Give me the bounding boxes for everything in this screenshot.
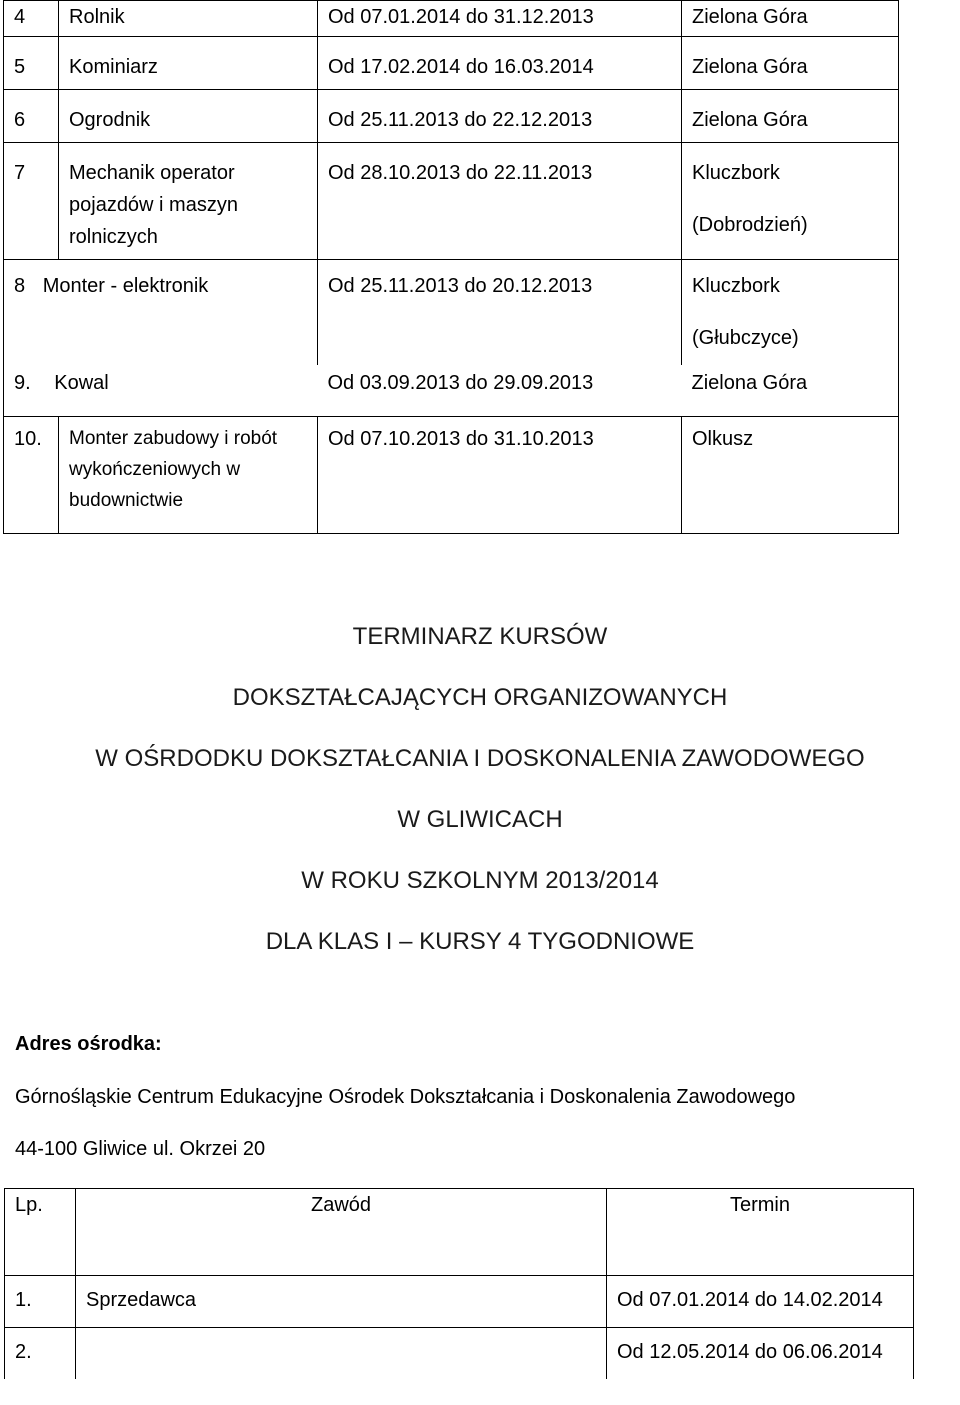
- course-term: Od 25.11.2013 do 22.12.2013: [318, 90, 682, 143]
- course-place: Zielona Góra: [682, 1, 899, 37]
- courses-table: [4, 1188, 914, 1379]
- row-number: 1.: [5, 1276, 76, 1328]
- column-header-termin: Termin: [607, 1189, 914, 1276]
- table-row: [4, 260, 899, 365]
- course-place: Zielona Góra: [682, 90, 899, 143]
- row-number: 6: [4, 90, 59, 143]
- course-place: [682, 143, 899, 260]
- course-name-line: budownictwie: [69, 490, 184, 511]
- column-header-lp: Lp.: [5, 1189, 76, 1276]
- course-term: Od 07.01.2014 do 31.12.2013: [318, 1, 682, 37]
- course-name: Rolnik: [59, 1, 318, 37]
- address-line: Górnośląskie Centrum Edukacyjne Ośrodek Dokształcania i Doskonalenia Zawodowego: [15, 1086, 796, 1108]
- heading-title: TERMINARZ KURSÓW: [352, 623, 608, 650]
- course-name-line: Kowal: [54, 371, 109, 394]
- table-row: [4, 365, 899, 417]
- course-name-line: wykończeniowych w: [69, 459, 241, 480]
- course-place-line: (Dobrodzień): [692, 214, 808, 236]
- course-place: Zielona Góra: [682, 365, 899, 417]
- course-place: Olkusz: [682, 417, 899, 534]
- course-name: [4, 365, 318, 417]
- course-place-line: (Głubczyce): [692, 327, 799, 349]
- course-name: Kominiarz: [59, 37, 318, 90]
- address-label: Adres ośrodka:: [15, 1033, 162, 1055]
- course-name-line: Monter - elektronik: [42, 275, 209, 297]
- table-row: [4, 417, 899, 534]
- course-name: [4, 260, 318, 365]
- row-number: 4: [4, 1, 59, 37]
- table-row: [4, 1, 899, 37]
- table-row: [4, 37, 899, 90]
- row-number: 2.: [5, 1328, 76, 1380]
- course-place-line: Kluczbork: [692, 275, 780, 297]
- table-header-row: [5, 1189, 914, 1276]
- course-term: Od 12.05.2014 do 06.06.2014: [607, 1328, 914, 1380]
- course-name: [76, 1328, 607, 1380]
- row-number: 9.: [14, 371, 31, 394]
- heading-line: DOKSZTAŁCAJĄCYCH ORGANIZOWANYCH: [232, 684, 728, 711]
- course-term: Od 07.01.2014 do 14.02.2014: [607, 1276, 914, 1328]
- document-heading: [0, 606, 960, 972]
- course-term: Od 17.02.2014 do 16.03.2014: [318, 37, 682, 90]
- heading-line: DLA KLAS I – KURSY 4 TYGODNIOWE: [265, 928, 695, 955]
- heading-line: W GLIWICACH: [397, 806, 563, 833]
- course-place-line: Kluczbork: [692, 162, 780, 184]
- course-term: Od 28.10.2013 do 22.11.2013: [318, 143, 682, 260]
- course-name-line: Mechanik operator: [69, 162, 235, 184]
- heading-line: W ROKU SZKOLNYM 2013/2014: [301, 867, 659, 894]
- table-row: [4, 90, 899, 143]
- course-place: Zielona Góra: [682, 37, 899, 90]
- course-term: Od 25.11.2013 do 20.12.2013: [318, 260, 682, 365]
- course-name-line: Monter zabudowy i robót: [69, 428, 278, 449]
- column-header-zawod: Zawód: [76, 1189, 607, 1276]
- heading-line: W OŚRDODKU DOKSZTAŁCANIA I DOSKONALENIA ZAWODOWEGO: [95, 745, 865, 772]
- row-number: 8: [14, 275, 26, 297]
- course-term: Od 07.10.2013 do 31.10.2013: [318, 417, 682, 534]
- row-number: 7: [4, 143, 59, 260]
- address-line: 44-100 Gliwice ul. Okrzei 20: [15, 1138, 266, 1160]
- table-row: [5, 1276, 914, 1328]
- courses-table-continued: [3, 0, 899, 534]
- course-place: [682, 260, 899, 365]
- course-name: Sprzedawca: [76, 1276, 607, 1328]
- course-name-line: rolniczych: [69, 226, 158, 248]
- course-name: [59, 417, 318, 534]
- table-row: [4, 143, 899, 260]
- course-name: [59, 143, 318, 260]
- row-number: 5: [4, 37, 59, 90]
- row-number: 10.: [4, 417, 59, 534]
- course-name: Ogrodnik: [59, 90, 318, 143]
- table-row: [5, 1328, 914, 1380]
- course-term: Od 03.09.2013 do 29.09.2013: [327, 371, 594, 394]
- course-name-line: pojazdów i maszyn: [69, 194, 238, 216]
